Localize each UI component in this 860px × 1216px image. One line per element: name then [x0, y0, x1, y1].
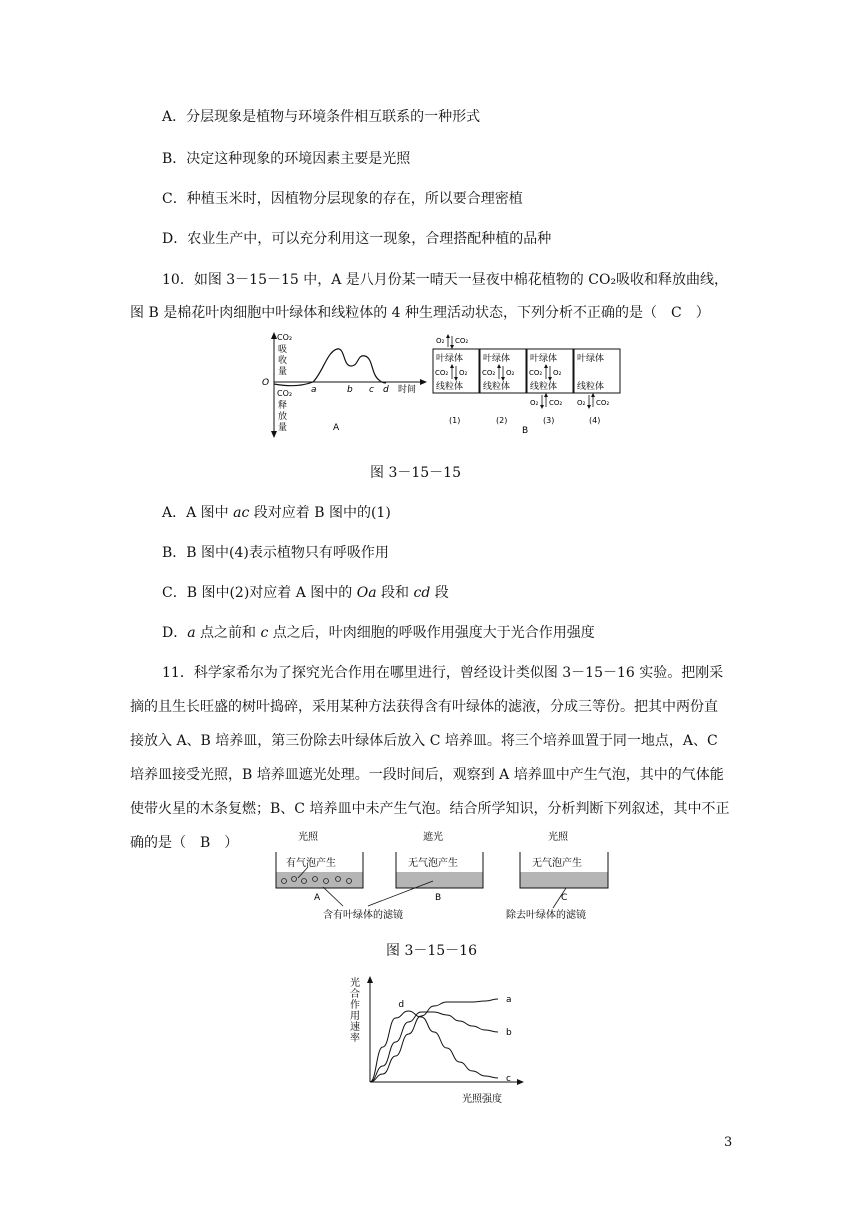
b4-mitochondrion: 线粒体: [577, 382, 605, 392]
b-cell-number-2: (2): [496, 416, 508, 425]
q9-option-b: B．决定这种现象的环境因素主要是光照: [162, 151, 411, 167]
label-with-chloroplast: 含有叶绿体的滤镜: [323, 910, 403, 921]
b1-co2: CO₂: [435, 369, 449, 377]
figure-petri-dishes: [268, 826, 618, 926]
a-point-c: c: [369, 385, 374, 395]
b-cell-number-3: (3): [543, 416, 555, 425]
curve-c: [370, 1011, 498, 1082]
a-up-label-3: 量: [278, 367, 288, 377]
b4-o2-bottom: O₂: [577, 399, 586, 407]
dish-c-text: 无气泡产生: [532, 858, 582, 869]
b-cell-number-4: (4): [589, 416, 601, 425]
dish-a-text: 有气泡产生: [286, 858, 336, 869]
dish-b-top: 遮光: [423, 832, 443, 843]
a-down-label-1: 释: [278, 401, 288, 411]
a-up-label-2: 收: [278, 356, 288, 366]
a-origin: O: [262, 378, 270, 388]
b4-chloroplast: 叶绿体: [577, 354, 605, 364]
q11-stem: 11．科学家希尔为了探究光合作用在哪里进行，曾经设计类似图 3－15－16 实验。把刚采摘的且生长旺盛的树叶捣碎，采用某种方法获得含有叶绿体的滤液，分成三等份。把其中两份直接放入 A、B 培养皿，第三份除去叶绿体后放入 C 培养皿。将三个培养皿置于同一地点，A、C 培养皿接受光照，B 培养皿遮光处理。一段时间后，观察到 A 培养皿中产生气泡，其中的气体能使带火星的木条复燃；B、C 培养皿中未产生气泡。结合所学知识，分析判断下列叙述，其中不正确的是（ B ）: [130, 665, 730, 851]
curve-b: [370, 1012, 498, 1082]
b4-co2-bottom: CO₂: [596, 399, 610, 407]
b2-co2: CO₂: [482, 369, 496, 377]
curve-label-a: a: [506, 995, 512, 1005]
q9-option-c: C．种植玉米时，因植物分层现象的存在，所以要合理密植: [162, 191, 523, 207]
b2-mitochondrion: 线粒体: [483, 382, 511, 392]
point-label-d: d: [398, 1000, 405, 1010]
b-caption: B: [522, 426, 529, 436]
a-down-label-0: CO₂: [277, 389, 293, 398]
figure-caption-16: 图 3－15－16: [386, 943, 477, 959]
q9-option-d: D．农业生产中，可以充分利用这一现象，合理搭配种植的品种: [162, 231, 552, 247]
q10-option-d: D．a 点之前和 c 点之后，叶肉细胞的呼吸作用强度大于光合作用强度: [162, 625, 595, 641]
dish-b-letter: B: [435, 893, 442, 903]
q10-option-b: B．B 图中(4)表示植物只有呼吸作用: [162, 545, 389, 561]
dish-c-letter: C: [561, 893, 568, 903]
curve-label-c: c: [506, 1074, 511, 1084]
page-number: 3: [724, 1135, 733, 1150]
b-cell-number-1: (1): [449, 416, 461, 425]
b2-chloroplast: 叶绿体: [483, 354, 511, 364]
a-up-label-1: 吸: [278, 345, 288, 355]
curve-a: [370, 999, 498, 1082]
a-point-d: d: [383, 385, 389, 395]
a-up-label-0: CO₂: [277, 333, 293, 342]
b1-co2-in: CO₂: [455, 337, 469, 345]
dish-b-text: 无气泡产生: [408, 858, 458, 869]
a-down-label-2: 放: [278, 412, 288, 422]
chart-xlabel: 光照强度: [462, 1094, 502, 1105]
label-without-chloroplast: 除去叶绿体的滤镜: [506, 910, 586, 921]
figure-b-organelles: [430, 333, 625, 437]
dish-a-top: 光照: [298, 832, 318, 843]
curve-label-b: b: [506, 1028, 512, 1038]
figure-a-co2-curve: [255, 330, 430, 440]
a-xlabel: 时间: [398, 385, 417, 395]
q10-option-a: A．A 图中 ac 段对应着 B 图中的(1): [162, 505, 391, 521]
a-point-a: a: [311, 385, 317, 395]
dish-c-top: 光照: [548, 832, 568, 843]
b3-chloroplast: 叶绿体: [530, 354, 558, 364]
b1-chloroplast: 叶绿体: [436, 354, 464, 364]
b3-o2-bottom: O₂: [530, 399, 539, 407]
a-down-label-3: 量: [278, 423, 288, 433]
dish-a-letter: A: [314, 893, 321, 903]
b1-mitochondrion: 线粒体: [436, 382, 464, 392]
photosynthesis-rate-chart: [342, 972, 532, 1112]
a-point-b: b: [347, 385, 353, 395]
q10-stem-line2: 图 B 是棉花叶肉细胞中叶绿体和线粒体的 4 种生理活动状态，下列分析不正确的是（ C ）: [130, 305, 710, 321]
b2-o2: O₂: [506, 369, 515, 377]
figure-caption-15: 图 3－15－15: [370, 465, 461, 481]
b1-o2: O₂: [459, 369, 468, 377]
b3-co2-bottom: CO₂: [549, 399, 563, 407]
co2-curve: [274, 349, 386, 386]
q10-stem-line1: 10．如图 3－15－15 中，A 是八月份某一晴天一昼夜中棉花植物的 CO₂吸收和释放曲线，: [162, 272, 729, 288]
q10-option-c: C．B 图中(2)对应着 A 图中的 Oa 段和 cd 段: [162, 585, 449, 601]
b3-o2: O₂: [553, 369, 562, 377]
b3-mitochondrion: 线粒体: [530, 382, 558, 392]
b1-o2-out: O₂: [436, 337, 445, 345]
b3-co2: CO₂: [529, 369, 543, 377]
q9-option-a: A．分层现象是植物与环境条件相互联系的一种形式: [162, 109, 481, 125]
chart-ylabel: 光合作用速率: [350, 978, 360, 1044]
a-caption: A: [333, 423, 340, 433]
